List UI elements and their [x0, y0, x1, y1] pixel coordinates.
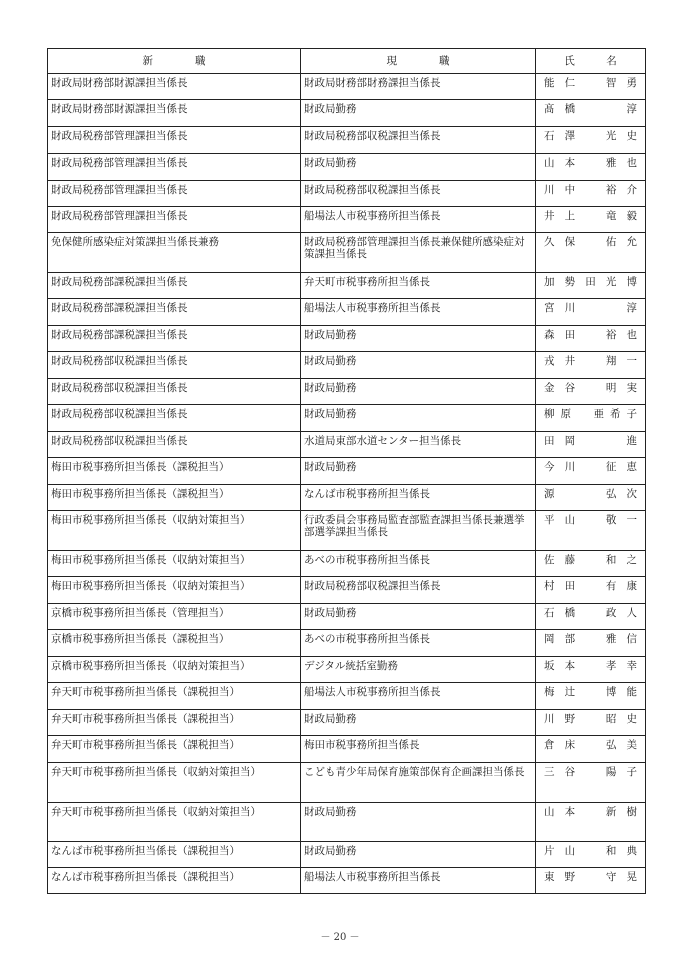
new-post-cell: 財政局税務部課税課担当係長	[48, 273, 301, 299]
name-cell: 坂本 孝幸	[536, 657, 646, 683]
new-post-cell: 梅田市税事務所担当係長（課税担当）	[48, 485, 301, 511]
current-post-cell: こども青少年局保育施策部保育企画課担当係長	[301, 763, 536, 803]
header-current-post: 現 職	[301, 49, 536, 74]
current-post-cell: なんば市税事務所担当係長	[301, 485, 536, 511]
table-row	[48, 405, 646, 432]
new-post-cell: 財政局税務部収税課担当係長	[48, 405, 301, 432]
table-row	[48, 485, 646, 511]
table-row	[48, 458, 646, 485]
name-cell: 東野 守晃	[536, 868, 646, 894]
current-post-cell: 船場法人市税事務所担当係長	[301, 207, 536, 233]
new-post-cell: 財政局税務部収税課担当係長	[48, 432, 301, 458]
table-row	[48, 577, 646, 604]
new-post-cell: 京橋市税事務所担当係長（収納対策担当）	[48, 657, 301, 683]
name-cell: 能仁 智勇	[536, 74, 646, 100]
table-row	[48, 299, 646, 326]
name-cell: 石橋 政人	[536, 604, 646, 630]
current-post-cell: 財政局勤務	[301, 604, 536, 630]
header-name: 氏 名	[536, 49, 646, 74]
name-cell: 源 弘次	[536, 485, 646, 511]
table-row	[48, 763, 646, 803]
current-post-cell: あべの市税事務所担当係長	[301, 551, 536, 577]
new-post-cell: 財政局財務部財源課担当係長	[48, 100, 301, 127]
table-row	[48, 803, 646, 842]
name-cell: 三谷 陽子	[536, 763, 646, 803]
new-post-cell: 弁天町市税事務所担当係長（課税担当）	[48, 683, 301, 710]
table-header-row	[48, 49, 646, 74]
new-post-cell: 梅田市税事務所担当係長（収納対策担当）	[48, 511, 301, 551]
new-post-cell: なんば市税事務所担当係長（課税担当）	[48, 842, 301, 868]
current-post-cell: 船場法人市税事務所担当係長	[301, 868, 536, 894]
current-post-cell: 財政局勤務	[301, 352, 536, 379]
new-post-cell: 京橋市税事務所担当係長（課税担当）	[48, 630, 301, 657]
table-body	[48, 74, 646, 894]
table-row	[48, 207, 646, 233]
current-post-cell: 船場法人市税事務所担当係長	[301, 299, 536, 326]
current-post-cell: 財政局税務部管理課担当係長兼保健所感染症対策課担当係長	[301, 233, 536, 273]
table-row	[48, 379, 646, 405]
name-cell: 髙橋 淳	[536, 100, 646, 127]
new-post-cell: 財政局税務部管理課担当係長	[48, 127, 301, 154]
current-post-cell: 財政局勤務	[301, 326, 536, 352]
new-post-cell: 梅田市税事務所担当係長（課税担当）	[48, 458, 301, 485]
current-post-cell: 財政局勤務	[301, 710, 536, 736]
table-row	[48, 683, 646, 710]
name-cell: 金谷 明実	[536, 379, 646, 405]
current-post-cell: 梅田市税事務所担当係長	[301, 736, 536, 763]
name-cell: 川中 裕介	[536, 181, 646, 207]
name-cell: 岡部 雅信	[536, 630, 646, 657]
name-cell: 戎井 翔一	[536, 352, 646, 379]
personnel-table	[47, 48, 646, 894]
current-post-cell: あべの市税事務所担当係長	[301, 630, 536, 657]
current-post-cell: 財政局勤務	[301, 100, 536, 127]
header-new-post: 新 職	[48, 49, 301, 74]
current-post-cell: 財政局税務部収税課担当係長	[301, 577, 536, 604]
new-post-cell: 財政局税務部収税課担当係長	[48, 352, 301, 379]
current-post-cell: 財政局勤務	[301, 842, 536, 868]
current-post-cell: 財政局税務部収税課担当係長	[301, 127, 536, 154]
table-row	[48, 736, 646, 763]
name-cell: 梅辻 博能	[536, 683, 646, 710]
name-cell: 森田 裕也	[536, 326, 646, 352]
current-post-cell: 財政局税務部収税課担当係長	[301, 181, 536, 207]
new-post-cell: 財政局税務部管理課担当係長	[48, 207, 301, 233]
name-cell: 今川 征恵	[536, 458, 646, 485]
new-post-cell: 梅田市税事務所担当係長（収納対策担当）	[48, 577, 301, 604]
page-number: － 20 －	[320, 932, 360, 943]
current-post-cell: 財政局勤務	[301, 379, 536, 405]
name-cell: 田岡 進	[536, 432, 646, 458]
table-row	[48, 181, 646, 207]
current-post-cell: 財政局勤務	[301, 405, 536, 432]
name-cell: 石澤 光史	[536, 127, 646, 154]
current-post-cell: 財政局勤務	[301, 154, 536, 181]
table-row	[48, 273, 646, 299]
name-cell: 久保 佑允	[536, 233, 646, 273]
current-post-cell: 財政局勤務	[301, 803, 536, 842]
current-post-cell: 船場法人市税事務所担当係長	[301, 683, 536, 710]
name-cell: 平山 敬一	[536, 511, 646, 551]
table-row	[48, 710, 646, 736]
new-post-cell: 梅田市税事務所担当係長（収納対策担当）	[48, 551, 301, 577]
table-row	[48, 842, 646, 868]
current-post-cell: 水道局東部水道センター担当係長	[301, 432, 536, 458]
current-post-cell: 行政委員会事務局監査部監査課担当係長兼選挙部選挙課担当係長	[301, 511, 536, 551]
table-row	[48, 154, 646, 181]
new-post-cell: 弁天町市税事務所担当係長（課税担当）	[48, 710, 301, 736]
name-cell: 山本 雅也	[536, 154, 646, 181]
table-row	[48, 630, 646, 657]
new-post-cell: 財政局税務部課税課担当係長	[48, 299, 301, 326]
table-row	[48, 100, 646, 127]
new-post-cell: 弁天町市税事務所担当係長（収納対策担当）	[48, 763, 301, 803]
name-cell: 村田 有康	[536, 577, 646, 604]
table-row	[48, 432, 646, 458]
table-row	[48, 74, 646, 100]
new-post-cell: 弁天町市税事務所担当係長（収納対策担当）	[48, 803, 301, 842]
table-row	[48, 511, 646, 551]
current-post-cell: 財政局財務部財務課担当係長	[301, 74, 536, 100]
name-cell: 川野 昭史	[536, 710, 646, 736]
new-post-cell: 弁天町市税事務所担当係長（課税担当）	[48, 736, 301, 763]
new-post-cell: 財政局税務部収税課担当係長	[48, 379, 301, 405]
name-cell: 山本 新樹	[536, 803, 646, 842]
new-post-cell: なんば市税事務所担当係長（課税担当）	[48, 868, 301, 894]
current-post-cell: デジタル統括室勤務	[301, 657, 536, 683]
new-post-cell: 財政局税務部課税課担当係長	[48, 326, 301, 352]
name-cell: 倉床 弘美	[536, 736, 646, 763]
table-row	[48, 127, 646, 154]
name-cell: 宮川 淳	[536, 299, 646, 326]
table-row	[48, 352, 646, 379]
table-row	[48, 551, 646, 577]
name-cell: 佐藤 和之	[536, 551, 646, 577]
table-row	[48, 657, 646, 683]
table-row	[48, 868, 646, 894]
current-post-cell: 財政局勤務	[301, 458, 536, 485]
table-row	[48, 604, 646, 630]
table-row	[48, 326, 646, 352]
new-post-cell: 財政局税務部管理課担当係長	[48, 154, 301, 181]
new-post-cell: 免保健所感染症対策課担当係長兼務	[48, 233, 301, 273]
name-cell: 加勢田光博	[536, 273, 646, 299]
new-post-cell: 京橋市税事務所担当係長（管理担当）	[48, 604, 301, 630]
name-cell: 井上 竜毅	[536, 207, 646, 233]
new-post-cell: 財政局財務部財源課担当係長	[48, 74, 301, 100]
current-post-cell: 弁天町市税事務所担当係長	[301, 273, 536, 299]
new-post-cell: 財政局税務部管理課担当係長	[48, 181, 301, 207]
name-cell: 柳原 亜希子	[536, 405, 646, 432]
name-cell: 片山 和典	[536, 842, 646, 868]
table-row	[48, 233, 646, 273]
